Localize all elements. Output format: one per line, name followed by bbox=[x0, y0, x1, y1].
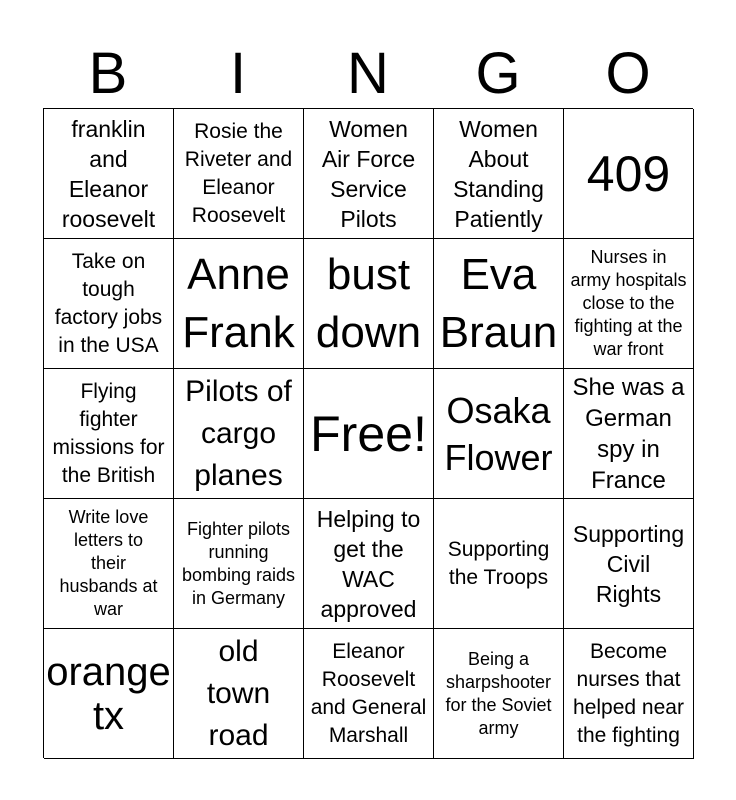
cell-text: Flying fighter missions for the British bbox=[52, 379, 165, 487]
bingo-cell-r5c4 bbox=[434, 629, 564, 759]
cell-text: Nurses in army hospitals close to the fighting at the war front bbox=[570, 247, 687, 359]
cell-text: Women Air Force Service Pilots bbox=[321, 115, 416, 232]
cell-text: Women About Standing Patiently bbox=[453, 115, 544, 232]
bingo-cell-r3c3 bbox=[304, 369, 434, 499]
bingo-cell-r4c4 bbox=[434, 499, 564, 629]
bingo-cell-r3c2 bbox=[174, 369, 304, 499]
bingo-grid bbox=[43, 108, 693, 758]
bingo-cell-r2c5 bbox=[564, 239, 694, 369]
bingo-cell-r3c4 bbox=[434, 369, 564, 499]
cell-text: Supporting the Troops bbox=[447, 537, 550, 589]
bingo-cell-r2c2 bbox=[174, 239, 304, 369]
cell-text: franklin and Eleanor roosevelt bbox=[61, 115, 156, 232]
bingo-cell-r5c5 bbox=[564, 629, 694, 759]
bingo-cell-r1c5 bbox=[564, 109, 694, 239]
bingo-cell-r5c2 bbox=[174, 629, 304, 759]
header-letter-o: O bbox=[605, 41, 651, 106]
cell-text: Osaka Flower bbox=[444, 389, 553, 478]
bingo-cell-r1c1 bbox=[44, 109, 174, 239]
bingo-cell-r4c5 bbox=[564, 499, 694, 629]
cell-text: 409 bbox=[586, 145, 671, 202]
bingo-cell-r5c1 bbox=[44, 629, 174, 759]
bingo-cell-r3c5 bbox=[564, 369, 694, 499]
bingo-cell-r3c1 bbox=[44, 369, 174, 499]
bingo-cell-r4c2 bbox=[174, 499, 304, 629]
cell-text: Being a sharpshooter for the Soviet army bbox=[445, 648, 552, 738]
bingo-cell-r1c2 bbox=[174, 109, 304, 239]
cell-text: Fighter pilots running bombing raids in Germany bbox=[181, 518, 296, 608]
header-letter-b: B bbox=[88, 41, 128, 106]
bingo-cell-r1c4 bbox=[434, 109, 564, 239]
header-letter-n: N bbox=[347, 41, 389, 106]
cell-text: Take on tough factory jobs in the USA bbox=[54, 249, 163, 357]
cell-text: bust down bbox=[315, 249, 422, 357]
cell-text: Eleanor Roosevelt and General Marshall bbox=[310, 639, 427, 747]
cell-text: Anne Frank bbox=[182, 249, 295, 357]
cell-text: Become nurses that helped near the fighting bbox=[573, 639, 684, 747]
bingo-cell-r4c3 bbox=[304, 499, 434, 629]
header-letter-g: G bbox=[475, 41, 521, 106]
bingo-cell-r4c1 bbox=[44, 499, 174, 629]
bingo-cell-r2c3 bbox=[304, 239, 434, 369]
cell-text: Write love letters to their husbands at war bbox=[59, 507, 158, 619]
cell-text: old town road bbox=[206, 634, 271, 752]
cell-text: orange tx bbox=[46, 649, 171, 738]
bingo-cell-r2c4 bbox=[434, 239, 564, 369]
bingo-cell-r5c3 bbox=[304, 629, 434, 759]
cell-text: Eva Braun bbox=[439, 249, 558, 357]
cell-text: She was a German spy in France bbox=[572, 373, 685, 494]
header-letter-i: I bbox=[229, 41, 247, 106]
bingo-cell-r2c1 bbox=[44, 239, 174, 369]
cell-text: Helping to get the WAC approved bbox=[316, 505, 421, 622]
bingo-header bbox=[43, 40, 693, 108]
cell-text: Pilots of cargo planes bbox=[185, 374, 292, 492]
free-space: Free! bbox=[310, 405, 427, 462]
bingo-cell-r1c3 bbox=[304, 109, 434, 239]
cell-text: Supporting Civil Rights bbox=[572, 520, 685, 607]
cell-text: Rosie the Riveter and Eleanor Roosevelt bbox=[184, 119, 293, 227]
